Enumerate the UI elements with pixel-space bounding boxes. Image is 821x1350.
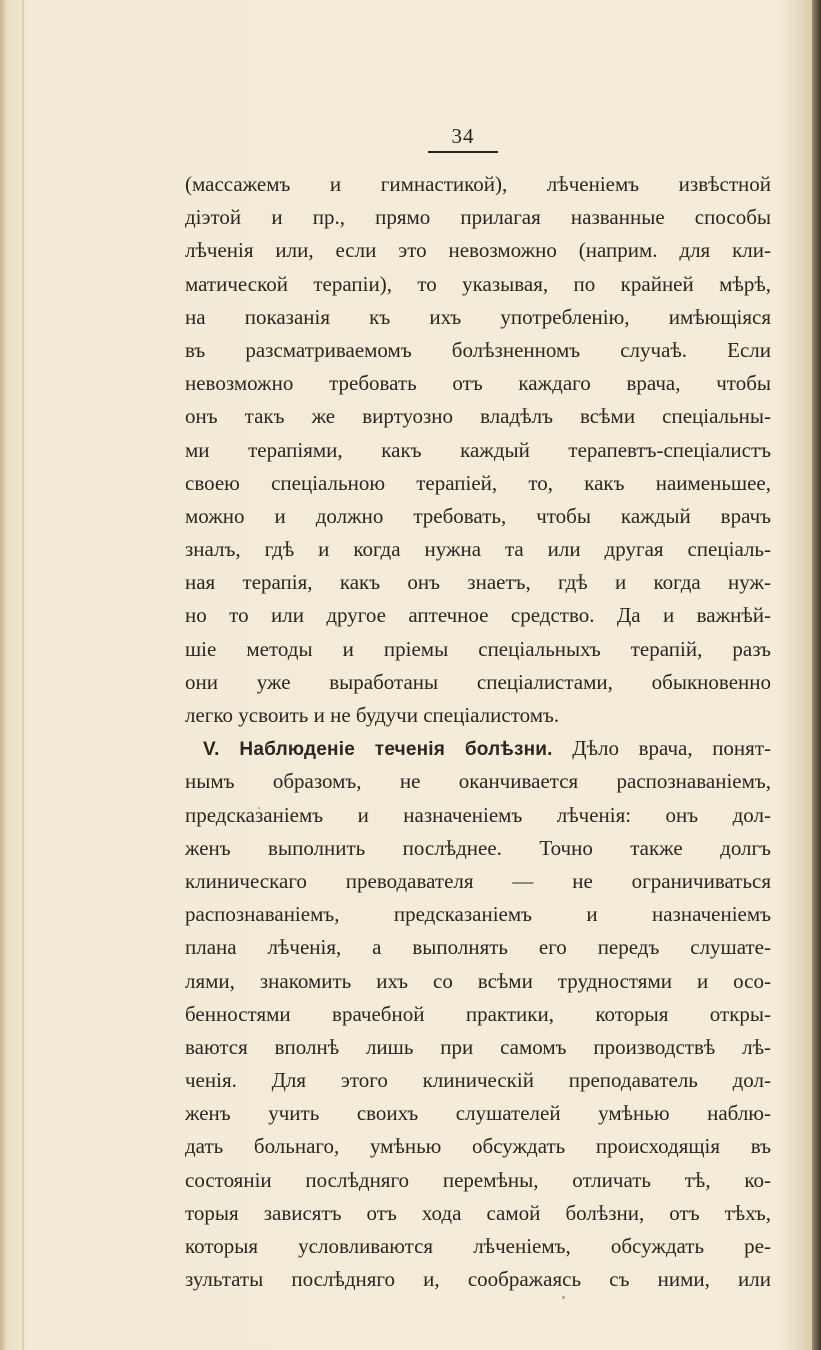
section-first-line-text: Дѣло врача, понят-: [572, 736, 772, 761]
text-line: въ разсматриваемомъ болѣзненномъ случаѣ. Если: [185, 337, 771, 362]
text-line: зналъ, гдѣ и когда нужна та или другая спеціаль-: [185, 537, 771, 562]
text-line: матической терапіи), то указывая, по крайней мѣрѣ,: [185, 271, 771, 296]
body-text: [185, 168, 771, 1296]
text-line: онъ такъ же виртуозно владѣлъ всѣми спеціальны-: [185, 404, 771, 429]
page-fold-line: [22, 0, 24, 1350]
page-right-edge: [812, 0, 821, 1350]
paper-speck: [562, 1296, 565, 1299]
text-line: невозможно требовать отъ каждаго врача, чтобы: [185, 371, 771, 396]
text-line: клиническаго преводавателя — не ограничиваться: [185, 868, 771, 893]
text-line: ваются вполнѣ лишь при самомъ производствѣ лѣ-: [185, 1034, 771, 1059]
text-line: которыя условливаются лѣченіемъ, обсуждать ре-: [185, 1234, 771, 1258]
text-line: женъ учить своихъ слушателей умѣнью наблю-: [185, 1101, 771, 1126]
text-line: ченія. Для этого клиническій преподаватель дол-: [185, 1068, 771, 1093]
text-line: дать больнаго, умѣнью обсуждать происходящія въ: [185, 1134, 771, 1159]
section-first-line: [185, 732, 771, 765]
text-line: ная терапія, какъ онъ знаетъ, гдѣ и когда нуж-: [185, 570, 771, 595]
text-line: (массажемъ и гимнастикой), лѣченіемъ извѣстной: [185, 172, 771, 196]
text-line: шіе методы и пріемы спеціальныхъ терапій, разъ: [185, 636, 771, 661]
text-line: своею спеціальною терапіей, то, какъ наименьшее,: [185, 470, 771, 495]
text-line: распознаваніемъ, предсказаніемъ и назначеніемъ: [185, 902, 771, 927]
text-line: они уже выработаны спеціалистами, обыкновенно: [185, 669, 771, 694]
text-line: торыя зависятъ отъ хода самой болѣзни, отъ тѣхъ,: [185, 1200, 771, 1225]
text-line: діэтой и пр., прямо прилагая названные способы: [185, 205, 771, 230]
page-left-edge: [0, 0, 6, 1350]
text-line: но то или другое аптечное средство. Да и важнѣй-: [185, 603, 771, 628]
paper-speck: [258, 807, 260, 809]
text-line: лѣченія или, если это невозможно (наприм. для кли-: [185, 238, 771, 263]
text-line: плана лѣченія, а выполнять его передъ слушате-: [185, 935, 771, 960]
text-line: нымъ образомъ, не оканчивается распознаваніемъ,: [185, 769, 771, 794]
page-number: 34: [451, 124, 475, 148]
text-line: ми терапіями, какъ каждый терапевтъ-спеціалистъ: [185, 437, 771, 462]
text-line: на показанія къ ихъ употребленію, имѣющіяся: [185, 304, 771, 329]
page-number-rule: [428, 151, 498, 153]
text-line: предсказаніемъ и назначеніемъ лѣченія: онъ дол-: [185, 802, 771, 827]
section-heading: V. Наблюденіе теченія болѣзни.: [203, 739, 553, 761]
text-line: состояніи послѣдняго перемѣны, отличать тѣ, ко-: [185, 1167, 771, 1192]
text-line: можно и должно требовать, чтобы каждый врачъ: [185, 503, 771, 528]
text-line: легко усвоить и не будучи спеціалистомъ.: [185, 703, 560, 727]
text-line: лями, знакомить ихъ со всѣми трудностями и осо-: [185, 968, 771, 993]
text-line: бенностями врачебной практики, которыя откры-: [185, 1001, 771, 1026]
text-line: зультаты послѣдняго и, соображаясь съ ними, или: [185, 1267, 771, 1292]
text-line: женъ выполнить послѣднее. Точно также долгъ: [185, 835, 771, 860]
